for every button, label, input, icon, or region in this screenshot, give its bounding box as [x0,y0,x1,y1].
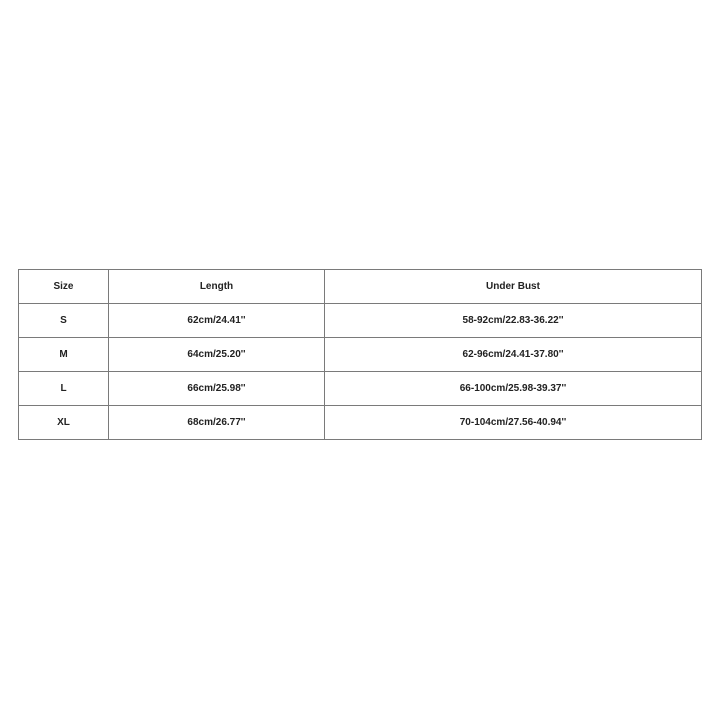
cell-under-bust: 70-104cm/27.56-40.94'' [325,406,702,440]
cell-under-bust: 66-100cm/25.98-39.37'' [325,372,702,406]
cell-size: S [19,304,109,338]
table-row [19,406,702,440]
size-chart-table [18,269,702,440]
cell-length: 62cm/24.41'' [109,304,325,338]
cell-under-bust: 58-92cm/22.83-36.22'' [325,304,702,338]
table-row [19,372,702,406]
header-size: Size [19,270,109,304]
cell-size: M [19,338,109,372]
cell-length: 68cm/26.77'' [109,406,325,440]
header-under-bust: Under Bust [325,270,702,304]
cell-size: XL [19,406,109,440]
cell-length: 64cm/25.20'' [109,338,325,372]
header-length: Length [109,270,325,304]
table-row [19,304,702,338]
header-row [19,270,702,304]
cell-size: L [19,372,109,406]
cell-under-bust: 62-96cm/24.41-37.80'' [325,338,702,372]
cell-length: 66cm/25.98'' [109,372,325,406]
table-row [19,338,702,372]
